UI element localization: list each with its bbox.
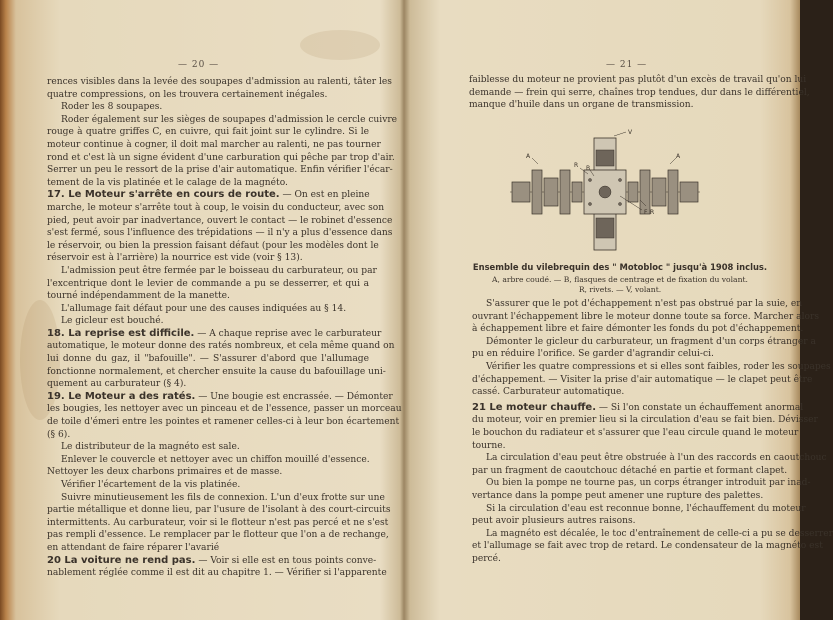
section-heading-line bbox=[47, 554, 377, 568]
line-text: vertance dans la pompe peut amener une rupture des palettes. bbox=[472, 490, 764, 501]
page-number: — 20 — bbox=[178, 60, 220, 70]
text-line bbox=[472, 336, 816, 349]
text-line bbox=[472, 515, 795, 528]
line-text: demande — frein qui serre, chaînes trop tendues, dur dans le différentiel, bbox=[469, 87, 810, 98]
text-line bbox=[47, 441, 369, 454]
line-text: quatre compressions, on les trouvera certainement inégales. bbox=[47, 89, 328, 100]
line-text: marche, le moteur s'arrête tout à coup, le voisin du conducteur, avec son bbox=[47, 202, 385, 213]
text-line bbox=[472, 452, 827, 465]
text-line bbox=[472, 323, 804, 336]
line-text: percé. bbox=[472, 553, 501, 564]
text-line bbox=[47, 252, 369, 265]
text-line bbox=[472, 490, 795, 503]
line-text: L'allumage fait défaut pour une des causes indiquées au § 14. bbox=[61, 303, 347, 314]
line-text: La circulation d'eau peut être obstruée à l'un des raccords en caoutchouc bbox=[486, 453, 827, 464]
text-line bbox=[47, 529, 389, 542]
line-text: (§ 6). bbox=[47, 429, 71, 440]
line-text: tourne. bbox=[472, 440, 506, 451]
right-page-text-bottom bbox=[472, 298, 833, 565]
section-heading: 17. Le Moteur s'arrête en cours de route. bbox=[47, 189, 280, 201]
text-line bbox=[47, 290, 369, 303]
line-text: faiblesse du moteur ne provient pas plutôt d'un excès de travail qu'on lui bbox=[469, 75, 807, 85]
text-line bbox=[472, 427, 799, 440]
section-heading-line bbox=[472, 401, 804, 415]
text-line bbox=[47, 416, 400, 429]
line-text: pas rempli d'essence. Le remplacer par le flotteur que l'on a de rechange, bbox=[47, 530, 389, 541]
text-line bbox=[47, 177, 369, 190]
line-text: le réservoir, ou bien la pression faisant défaut (pour les modèles dont le bbox=[47, 240, 379, 251]
figure-caption-title: Ensemble du vilebrequin des " Motobloc " jusqu'à 1908 inclus. bbox=[472, 262, 768, 272]
text-line bbox=[47, 227, 393, 240]
text-line bbox=[472, 440, 795, 453]
line-text: rond et c'est là un signe évident d'une carburation qui pêche par trop d'air. bbox=[47, 152, 395, 163]
text-line bbox=[47, 303, 369, 316]
text-line bbox=[47, 114, 398, 127]
figure-label: F bbox=[644, 209, 648, 216]
line-text: pu en réduire l'orifice. Se garder d'agrandir celui-ci. bbox=[472, 349, 714, 360]
line-text: à échappement libre et faire démonter les fonds du pot d'échappement. bbox=[472, 324, 804, 335]
text-line bbox=[47, 215, 393, 228]
text-line bbox=[47, 454, 369, 467]
line-text: ouvrant l'échappement libre le moteur donne toute sa force. Marcher alors bbox=[472, 311, 819, 322]
line-text: d'échappement. — Visiter la prise d'air automatique — le clapet peut être bbox=[472, 374, 813, 385]
figure-label: A bbox=[676, 153, 681, 160]
line-text: Roder également sur les sièges de soupapes d'admission le cercle cuivre bbox=[61, 114, 398, 125]
line-text: cassé. Carburateur automatique. bbox=[472, 387, 625, 398]
line-text: réservoir est à l'arrière) la nourrice est vide (voir § 13). bbox=[47, 253, 303, 264]
line-text: peut avoir plusieurs autres raisons. bbox=[472, 516, 636, 527]
figure-label: R bbox=[650, 209, 655, 216]
text-line bbox=[47, 126, 369, 139]
text-line bbox=[472, 528, 833, 541]
text-line bbox=[472, 298, 803, 311]
section-heading-line bbox=[47, 327, 382, 341]
line-text: lui donne du gaz, il "bafouille". — S'assurer d'abord que l'allumage bbox=[47, 354, 369, 365]
text-line bbox=[472, 553, 795, 566]
line-text: partie métallique et donne lieu, par l'usure de l'isolant à des court-circuits bbox=[47, 505, 391, 516]
text-line bbox=[47, 240, 379, 253]
line-text: pied, peut avoir par inadvertance, ouvert le contact — le robinet d'essence bbox=[47, 215, 393, 226]
text-line bbox=[47, 101, 369, 114]
figure-caption-legend: R, rivets. — V, volant. bbox=[578, 285, 662, 294]
section-heading: 21 Le moteur chauffe. bbox=[472, 401, 597, 413]
text-line bbox=[47, 466, 369, 479]
line-text: La magnéto est décalée, le toc d'entraînement de celle-ci a pu se desserrer bbox=[486, 528, 833, 539]
line-text: — Une bougie est encrassée. — Démonter bbox=[195, 391, 393, 402]
text-line bbox=[47, 479, 369, 492]
page-number: — 21 — bbox=[606, 60, 648, 70]
text-line bbox=[472, 374, 813, 387]
left-page-text bbox=[47, 76, 402, 580]
line-text: Si la circulation d'eau est reconnue bonne, l'échauffement du moteur bbox=[486, 503, 806, 514]
text-line bbox=[472, 465, 795, 478]
text-line bbox=[47, 366, 386, 379]
text-line bbox=[47, 353, 369, 366]
text-line bbox=[469, 87, 810, 100]
line-text: de toile d'émeri entre les pointes et ramener celles-ci à leur bon écartement bbox=[47, 417, 400, 428]
text-line bbox=[47, 265, 377, 278]
line-text: tement de la vis platinée et le calage de la magnéto. bbox=[47, 177, 288, 188]
line-text: l'excentrique dont le levier de commande a pu se desserrer, et qui a bbox=[47, 278, 369, 289]
line-text: Enlever le couvercle et nettoyer avec un chiffon mouillé d'essence. bbox=[61, 454, 370, 465]
text-line bbox=[472, 503, 806, 516]
line-text: manque d'huile dans un organe de transmission. bbox=[469, 100, 694, 111]
figure-caption-legend: A, arbre coudé. — B, flasques de centrage et de fixation du volant. bbox=[492, 275, 748, 284]
line-text: S'assurer que le pot d'échappement n'est pas obstrué par la suie, en bbox=[486, 299, 803, 309]
line-text: — A chaque reprise avec le carburateur bbox=[194, 328, 382, 339]
line-text: fonctionne normalement, et chercher ensuite la cause du bafouillage uni- bbox=[47, 366, 386, 377]
section-heading-line bbox=[47, 189, 369, 202]
line-text: rences visibles dans la levée des soupapes d'admission au ralenti, tâter les bbox=[47, 77, 392, 87]
line-text: Démonter le gicleur du carburateur, un fragment d'un corps étranger a bbox=[486, 336, 816, 347]
line-text: du moteur, voir en premier lieu si la circulation d'eau se fait bien. Dévisser bbox=[472, 415, 818, 426]
text-line bbox=[472, 540, 823, 553]
line-text: et l'allumage se fait avec trop de retard. Le condensateur de la magnéto est bbox=[472, 541, 823, 552]
text-line bbox=[47, 340, 395, 353]
right-page-text-top bbox=[469, 74, 810, 112]
text-line bbox=[47, 403, 402, 416]
line-text: s'est fermé, sous l'influence des trépidations — il n'y a plus d'essence dans bbox=[47, 228, 393, 239]
text-line bbox=[47, 378, 369, 391]
line-text: Serrer un peu le ressort de la prise d'air automatique. Enfin vérifier l'écar- bbox=[47, 165, 393, 176]
text-line bbox=[47, 202, 385, 215]
text-line bbox=[47, 315, 369, 328]
text-line bbox=[47, 278, 369, 291]
text-line bbox=[472, 414, 818, 427]
figure-label: V bbox=[628, 129, 633, 136]
line-text: Vérifier l'écartement de la vis platinée. bbox=[61, 480, 241, 490]
section-heading: 18. La reprise est difficile. bbox=[47, 327, 195, 339]
text-line bbox=[47, 429, 369, 442]
text-line bbox=[472, 477, 811, 490]
section-heading: 20 La voiture ne rend pas. bbox=[47, 554, 196, 566]
text-line bbox=[47, 139, 381, 152]
line-text: Le gicleur est bouché. bbox=[61, 316, 164, 327]
section-heading-line bbox=[47, 390, 393, 404]
figure-label: B bbox=[586, 165, 591, 172]
line-text: — Voir si elle est en tous points conve- bbox=[195, 555, 377, 566]
text-line bbox=[47, 89, 369, 102]
line-text: tourné indépendamment de la manette. bbox=[47, 291, 230, 302]
section-heading: 19. Le Moteur a des ratés. bbox=[47, 390, 196, 402]
line-text: par un fragment de caoutchouc détaché en partie et formant clapet. bbox=[472, 465, 788, 476]
line-text: le bouchon du radiateur et s'assurer que l'eau circule quand le moteur bbox=[472, 427, 799, 438]
line-text: intermittents. Au carburateur, voir si le flotteur n'est pas percé et ne s'est bbox=[47, 517, 389, 528]
text-line bbox=[472, 311, 819, 324]
line-text: — Si l'on constate un échauffement anormal bbox=[596, 402, 804, 413]
line-text: Roder les 8 soupapes. bbox=[61, 102, 163, 113]
line-text: automatique, le moteur donne des ratés nombreux, et cela même quand on bbox=[47, 341, 395, 352]
line-text: Suivre minutieusement les fils de connexion. L'un d'eux frotte sur une bbox=[61, 492, 385, 503]
text-line bbox=[47, 492, 385, 505]
text-line bbox=[469, 74, 807, 87]
line-text: L'admission peut être fermée par le boisseau du carburateur, ou par bbox=[61, 265, 377, 276]
text-line bbox=[47, 76, 392, 89]
text-line bbox=[47, 164, 393, 177]
line-text: les bougies, les nettoyer avec un pinceau et de l'essence, passer un morceau bbox=[47, 404, 402, 415]
text-line bbox=[47, 504, 391, 517]
text-line bbox=[472, 386, 795, 399]
line-text: — On est en pleine bbox=[279, 190, 370, 201]
line-text: moteur continue à cogner, il doit mal marcher au ralenti, ne pas tourner bbox=[47, 139, 381, 150]
text-line bbox=[47, 517, 389, 530]
figure-label: R bbox=[574, 162, 579, 169]
line-text: nablement réglée comme il est dit au chapitre 1. — Vérifier si l'apparente bbox=[47, 568, 387, 579]
text-line bbox=[472, 361, 831, 374]
line-text: Ou bien la pompe ne tourne pas, un corps étranger introduit par inad- bbox=[486, 478, 811, 489]
line-text: en attendant de faire réparer l'avarié bbox=[47, 542, 220, 553]
crankshaft-illustration bbox=[510, 130, 700, 256]
text-line bbox=[47, 152, 395, 165]
text-line bbox=[469, 99, 792, 112]
line-text: Nettoyer les deux charbons primaires et de masse. bbox=[47, 467, 283, 478]
text-line bbox=[47, 567, 387, 580]
left-page bbox=[0, 0, 402, 620]
text-line bbox=[472, 348, 795, 361]
line-text: quement au carburateur (§ 4). bbox=[47, 379, 187, 390]
text-line bbox=[47, 542, 369, 555]
line-text: Vérifier les quatre compressions et si elles sont faibles, roder les soupapes bbox=[486, 361, 831, 372]
figure-label: A bbox=[526, 153, 531, 160]
line-text: Le distributeur de la magnéto est sale. bbox=[61, 442, 240, 453]
line-text: rouge à quatre griffes C, en cuivre, qui fait joint sur le cylindre. Si le bbox=[47, 127, 369, 138]
